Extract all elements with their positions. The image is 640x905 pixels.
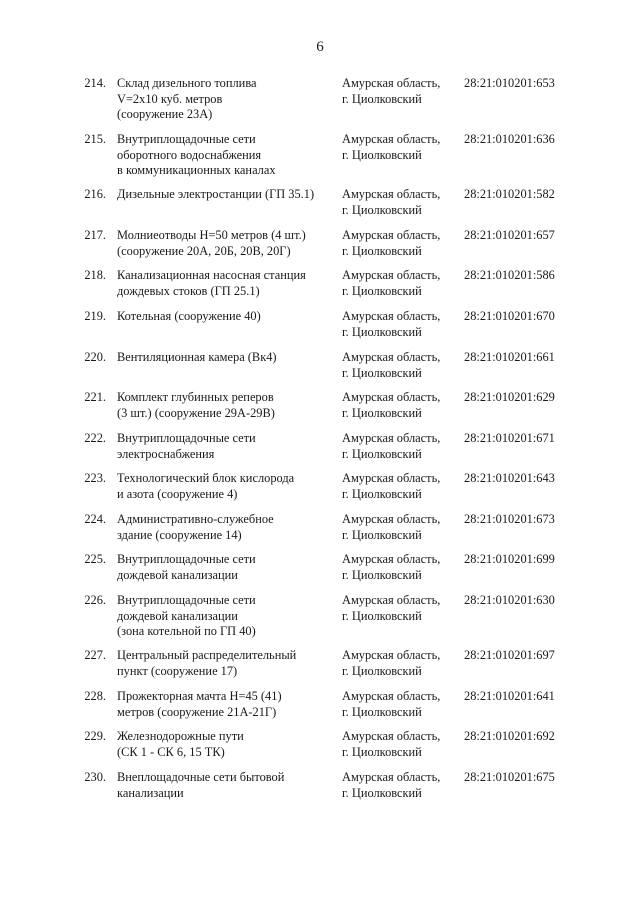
address-line: Амурская область, xyxy=(342,593,441,607)
address-line: г. Циолковский xyxy=(342,405,422,420)
object-name-line: Внутриплощадочные сети xyxy=(117,593,256,607)
cadastral-number: 28:21:010201:673 xyxy=(464,512,555,526)
cadastral-number: 28:21:010201:636 xyxy=(464,132,555,146)
object-address xyxy=(342,648,457,679)
object-name-line: Молниеотводы Н=50 метров (4 шт.) xyxy=(117,228,306,242)
address-line: Амурская область, xyxy=(342,471,441,485)
address-line: г. Циолковский xyxy=(342,365,422,380)
object-address xyxy=(342,132,457,163)
object-name-line: Канализационная насосная станция xyxy=(117,268,306,282)
address-line: г. Циолковский xyxy=(342,243,422,258)
address-line: Амурская область, xyxy=(342,350,441,364)
address-line: г. Циолковский xyxy=(342,663,422,678)
object-name xyxy=(117,228,332,259)
object-name-line: (сооружение 20А, 20Б, 20В, 20Г) xyxy=(117,243,291,258)
address-line: Амурская область, xyxy=(342,648,441,662)
object-name-line: дождевой канализации xyxy=(117,608,238,623)
object-name-line: Железнодорожные пути xyxy=(117,729,244,743)
address-line: г. Циолковский xyxy=(342,567,422,582)
object-name xyxy=(117,390,332,421)
address-line: Амурская область, xyxy=(342,729,441,743)
cadastral-number: 28:21:010201:671 xyxy=(464,431,555,445)
object-name-line: (зона котельной по ГП 40) xyxy=(117,624,256,638)
address-line: Амурская область, xyxy=(342,187,441,201)
object-name xyxy=(117,512,332,543)
object-name-line: оборотного водоснабжения xyxy=(117,147,262,162)
object-name-line: электроснабжения xyxy=(117,446,215,461)
address-line: г. Циолковский xyxy=(342,486,422,501)
object-name-line: здание (сооружение 14) xyxy=(117,527,242,542)
row-number: 220. xyxy=(84,350,106,364)
object-name-line: Внутриплощадочные сети xyxy=(117,552,256,566)
address-line: г. Циолковский xyxy=(342,91,422,106)
address-line: г. Циолковский xyxy=(342,324,422,339)
object-name xyxy=(117,76,332,123)
address-line: Амурская область, xyxy=(342,76,441,90)
object-name-line: Внеплощадочные сети бытовой xyxy=(117,770,285,784)
cadastral-number: 28:21:010201:699 xyxy=(464,552,555,566)
object-address xyxy=(342,390,457,421)
object-name-line: дождевой канализации xyxy=(117,567,238,582)
object-address xyxy=(342,187,457,218)
object-name-line: в коммуникационных каналах xyxy=(117,163,276,177)
address-line: Амурская область, xyxy=(342,309,441,323)
object-name xyxy=(117,350,332,366)
object-address xyxy=(342,471,457,502)
object-name-line: и азота (сооружение 4) xyxy=(117,486,238,501)
cadastral-number: 28:21:010201:657 xyxy=(464,228,555,242)
object-name-line: пункт (сооружение 17) xyxy=(117,663,238,678)
object-address xyxy=(342,431,457,462)
row-number: 227. xyxy=(84,648,106,662)
object-name-line: Комплект глубинных реперов xyxy=(117,390,274,404)
object-name xyxy=(117,552,332,583)
row-number: 218. xyxy=(84,268,106,282)
object-name-line: Технологический блок кислорода xyxy=(117,471,295,485)
address-line: Амурская область, xyxy=(342,770,441,784)
address-line: Амурская область, xyxy=(342,552,441,566)
address-line: Амурская область, xyxy=(342,228,441,242)
object-name xyxy=(117,729,332,760)
object-address xyxy=(342,268,457,299)
cadastral-number: 28:21:010201:582 xyxy=(464,187,555,201)
address-line: Амурская область, xyxy=(342,132,441,146)
object-name-line: Центральный распределительный xyxy=(117,648,297,662)
object-name xyxy=(117,309,332,325)
row-number: 223. xyxy=(84,471,106,485)
object-name-line: Административно-служебное xyxy=(117,512,274,526)
address-line: г. Циолковский xyxy=(342,785,422,800)
address-line: Амурская область, xyxy=(342,268,441,282)
object-name xyxy=(117,187,332,203)
cadastral-number: 28:21:010201:692 xyxy=(464,729,555,743)
address-line: г. Циолковский xyxy=(342,704,422,719)
object-address xyxy=(342,770,457,801)
object-name xyxy=(117,689,332,720)
object-name-line: Прожекторная мачта Н=45 (41) xyxy=(117,689,282,703)
address-line: Амурская область, xyxy=(342,512,441,526)
row-number: 225. xyxy=(84,552,106,566)
cadastral-number: 28:21:010201:630 xyxy=(464,593,555,607)
row-number: 219. xyxy=(84,309,106,323)
object-name-line: Внутриплощадочные сети xyxy=(117,431,256,445)
address-line: г. Циолковский xyxy=(342,446,422,461)
object-address xyxy=(342,350,457,381)
page-number: 6 xyxy=(316,39,324,55)
address-line: г. Циолковский xyxy=(342,744,422,759)
row-number: 216. xyxy=(84,187,106,201)
object-address xyxy=(342,593,457,624)
object-address xyxy=(342,228,457,259)
object-name xyxy=(117,132,332,179)
cadastral-number: 28:21:010201:643 xyxy=(464,471,555,485)
object-name-line: канализации xyxy=(117,785,184,800)
cadastral-number: 28:21:010201:661 xyxy=(464,350,555,364)
row-number: 214. xyxy=(84,76,106,90)
object-name-line: Вентиляционная камера (Вк4) xyxy=(117,350,277,364)
object-name-line: (3 шт.) (сооружение 29А-29В) xyxy=(117,405,275,420)
object-name-line: (СК 1 - СК 6, 15 ТК) xyxy=(117,744,225,759)
address-line: Амурская область, xyxy=(342,390,441,404)
address-line: Амурская область, xyxy=(342,431,441,445)
address-line: Амурская область, xyxy=(342,689,441,703)
object-address xyxy=(342,552,457,583)
row-number: 230. xyxy=(84,770,106,784)
row-number: 215. xyxy=(84,132,106,146)
object-name-line: Котельная (сооружение 40) xyxy=(117,309,261,323)
object-address xyxy=(342,729,457,760)
address-line: г. Циолковский xyxy=(342,527,422,542)
object-name-line: метров (сооружение 21А-21Г) xyxy=(117,704,277,719)
address-line: г. Циолковский xyxy=(342,202,422,217)
address-line: г. Циолковский xyxy=(342,283,422,298)
cadastral-number: 28:21:010201:629 xyxy=(464,390,555,404)
address-line: г. Циолковский xyxy=(342,147,422,162)
cadastral-number: 28:21:010201:670 xyxy=(464,309,555,323)
object-address xyxy=(342,309,457,340)
object-name xyxy=(117,431,332,462)
object-name xyxy=(117,268,332,299)
address-line: г. Циолковский xyxy=(342,608,422,623)
object-name-line: (сооружение 23А) xyxy=(117,107,213,121)
row-number: 228. xyxy=(84,689,106,703)
row-number: 229. xyxy=(84,729,106,743)
row-number: 217. xyxy=(84,228,106,242)
row-number: 224. xyxy=(84,512,106,526)
row-number: 226. xyxy=(84,593,106,607)
object-address xyxy=(342,76,457,107)
cadastral-number: 28:21:010201:641 xyxy=(464,689,555,703)
cadastral-number: 28:21:010201:586 xyxy=(464,268,555,282)
object-name-line: Склад дизельного топлива xyxy=(117,76,257,90)
object-name xyxy=(117,770,332,801)
object-name-line: V=2x10 куб. метров xyxy=(117,91,223,106)
object-name-line: Дизельные электростанции (ГП 35.1) xyxy=(117,187,315,201)
cadastral-number: 28:21:010201:697 xyxy=(464,648,555,662)
object-name-line: Внутриплощадочные сети xyxy=(117,132,256,146)
row-number: 222. xyxy=(84,431,106,445)
object-name-line: дождевых стоков (ГП 25.1) xyxy=(117,283,260,298)
object-name xyxy=(117,593,332,640)
cadastral-number: 28:21:010201:653 xyxy=(464,76,555,90)
object-name xyxy=(117,648,332,679)
object-name xyxy=(117,471,332,502)
object-address xyxy=(342,512,457,543)
row-number: 221. xyxy=(84,390,106,404)
object-address xyxy=(342,689,457,720)
cadastral-number: 28:21:010201:675 xyxy=(464,770,555,784)
